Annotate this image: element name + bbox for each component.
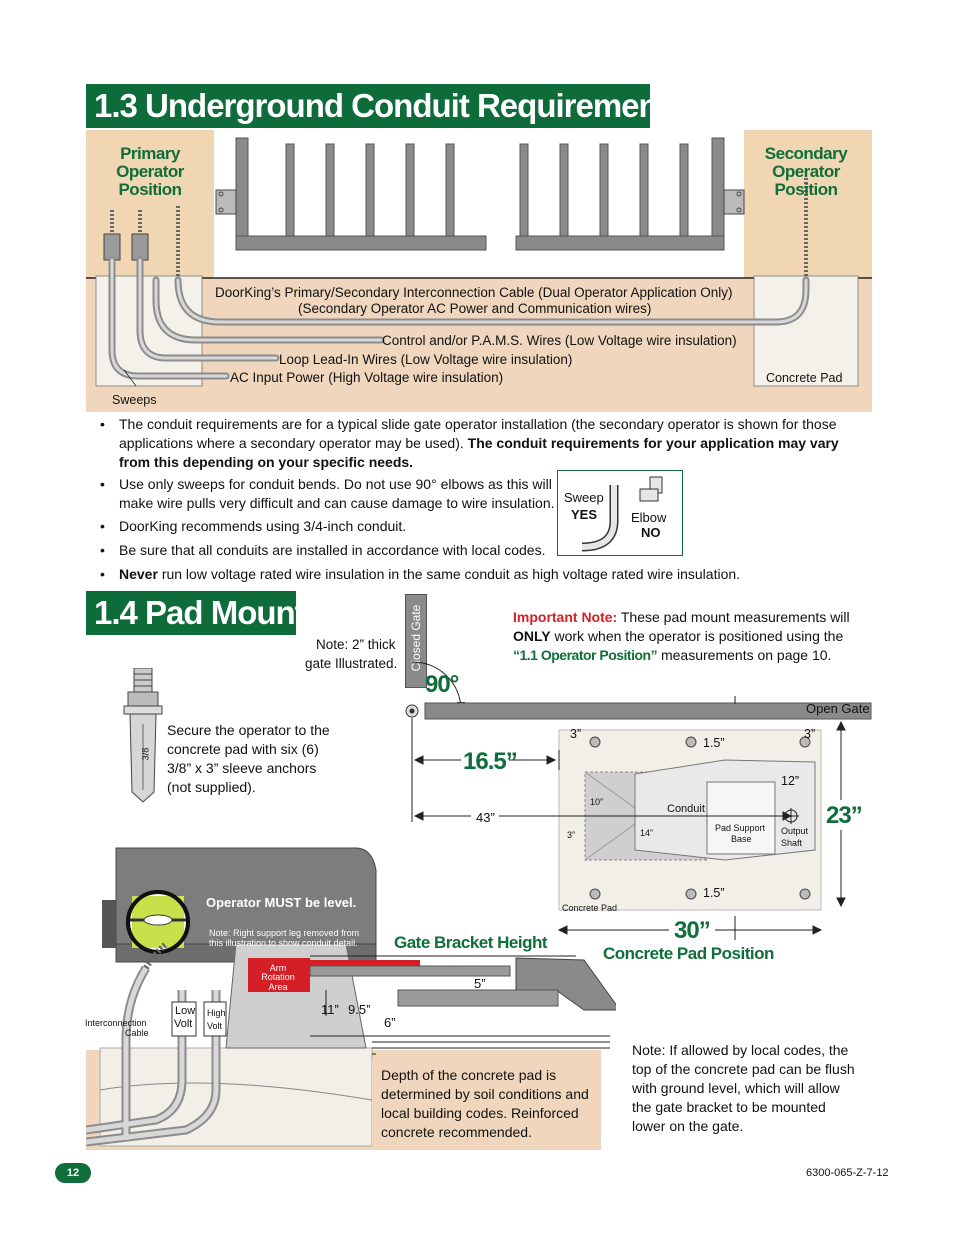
- bullet-1: • The conduit requirements are for a typical slide gate operator installation (the secondary operator is shown for those applications where a secondary operator may be used). The conduit requirements for your application may vary from this depending on your specific needs.: [100, 416, 839, 470]
- low-volt-2: Volt: [174, 1018, 193, 1030]
- section-13-title-bar: [86, 84, 686, 128]
- gate-bracket-height-title: Gate Bracket Height: [394, 933, 547, 952]
- concrete-pad-position-title: Concrete Pad Position: [603, 944, 774, 963]
- flush-note-4: the gate bracket to be mounted: [632, 1099, 826, 1115]
- dim-16-5: 16.5”: [463, 748, 517, 775]
- dim-6: 6”: [384, 1015, 396, 1030]
- dim-23: 23”: [826, 802, 862, 829]
- elbow-label: Elbow: [631, 510, 667, 525]
- gate-thickness-note-2: gate Illustrated.: [305, 656, 398, 671]
- interconnection-cable-label-2: (Secondary Operator AC Power and Communication wires): [298, 301, 652, 316]
- bullet-3-text: DoorKing recommends using 3/4-inch conduit.: [119, 518, 407, 534]
- conduit-label: Conduit: [667, 803, 705, 815]
- section-13-title: 1.3 Underground Conduit Requirements: [94, 87, 686, 124]
- sweep-label: Sweep: [564, 490, 604, 505]
- anchor-text-2: concrete pad with six (6): [167, 741, 319, 757]
- gate-right: [516, 138, 724, 250]
- section-14-title-bar: [86, 591, 305, 635]
- output-label: Output: [781, 826, 809, 836]
- high-volt-2: Volt: [207, 1021, 223, 1031]
- primary-operator-label: Primary Operator Position: [116, 144, 184, 199]
- bullet-5-bold: Never: [119, 566, 158, 582]
- bullet-1-text: The conduit requirements are for a typical slide gate operator installation (the secondary operator is shown for those applications where a secondary operator may be used).: [119, 416, 837, 451]
- arm-rotation-1: Arm: [269, 963, 287, 973]
- flush-note-3: with ground level, which will allow: [632, 1080, 840, 1096]
- important-only: ONLY: [513, 628, 551, 644]
- important-text-1: These pad mount measurements will: [620, 609, 850, 625]
- gate-thickness-note-1: Note: 2” thick: [316, 637, 396, 652]
- flush-note-1: Note: If allowed by local codes, the: [632, 1042, 849, 1058]
- important-label: Important Note:: [513, 609, 618, 625]
- important-text-3: measurements on page 10.: [660, 647, 832, 663]
- concrete-pad-label: Concrete Pad: [766, 371, 843, 385]
- anchor-text-3: 3/8” x 3” sleeve anchors: [167, 760, 317, 776]
- page-number-badge: [55, 1163, 91, 1183]
- dim-30: 30”: [674, 917, 710, 944]
- pad-support-label: Pad Support: [715, 823, 766, 833]
- anchor-text-1: Secure the operator to the: [167, 722, 330, 738]
- base-label: Base: [731, 834, 752, 844]
- dim-3-left: 3”: [570, 727, 582, 741]
- sweep-elbow-box: [557, 470, 683, 556]
- sweeps-label: Sweeps: [112, 393, 157, 407]
- shaft-label: Shaft: [781, 838, 803, 848]
- level-text: Operator MUST be level.: [206, 895, 357, 910]
- depth-note-3: local building codes. Reinforced: [381, 1105, 579, 1121]
- dim-11: 11”: [321, 1002, 339, 1017]
- elbow-no: NO: [641, 525, 661, 540]
- interconnection-label-2: Cable: [125, 1028, 149, 1038]
- dim-43: 43”: [476, 810, 495, 825]
- angle-90: 90°: [425, 671, 459, 698]
- flush-note-2: top of the concrete pad can be flush: [632, 1061, 855, 1077]
- ac-input-label: AC Input Power (High Voltage wire insulation): [230, 370, 504, 385]
- junction-box-2: [132, 234, 148, 260]
- elbow-icon: [640, 477, 662, 501]
- bullet-5-text: run low voltage rated wire insulation in the same conduit as high voltage rated wire insulation.: [161, 566, 741, 582]
- junction-box-1: [104, 234, 120, 260]
- level-note-1: Note: Right support leg removed from: [209, 928, 360, 938]
- level-note-2: this illustration to show conduit detail.: [209, 938, 358, 948]
- dim-12: 12”: [781, 774, 800, 788]
- arm-rotation-2: Rotation: [261, 972, 295, 982]
- low-volt-1: Low: [175, 1005, 196, 1017]
- plan-concrete-pad-label: Concrete Pad: [562, 903, 618, 913]
- sleeve-anchor-icon: [118, 668, 168, 804]
- operator-position-link[interactable]: “1.1 Operator Position”: [513, 647, 658, 663]
- depth-note-4: concrete recommended.: [381, 1124, 532, 1140]
- high-volt-1: High: [207, 1008, 226, 1018]
- bullet-1-bold: The conduit requirements for your application may vary from this depending on your specific needs.: [119, 435, 839, 470]
- page-number: 12: [66, 1167, 80, 1179]
- bullet-2-text: Use only sweeps for conduit bends. Do not use 90° elbows as this will make wire pulls very difficult and can cause damage to wire insulation.: [119, 476, 555, 511]
- bullet-4-text: Be sure that all conduits are installed in accordance with local codes.: [119, 542, 546, 558]
- interconnection-cable-label-1: DoorKing’s Primary/Secondary Interconnection Cable (Dual Operator Application Only): [215, 285, 733, 300]
- arm-rotation-3: Area: [268, 982, 288, 992]
- dim-9-5: 9.5”: [348, 1002, 371, 1017]
- depth-note-1: Depth of the concrete pad is: [381, 1067, 557, 1083]
- dim-5: 5”: [474, 976, 486, 991]
- loop-leadin-label: Loop Lead-In Wires (Low Voltage wire insulation): [279, 352, 573, 367]
- depth-note-box: [372, 1060, 600, 1150]
- anchor-size-label: 3/8: [140, 747, 151, 761]
- interconnection-label-1: Interconnection: [85, 1018, 147, 1028]
- dim-1-5-top: 1.5”: [703, 736, 725, 750]
- depth-note-2: determined by soil conditions and: [381, 1086, 589, 1102]
- open-gate-label: Open Gate: [806, 701, 870, 716]
- dim-3-small: 3”: [567, 830, 576, 840]
- anchor-text-4: (not supplied).: [167, 779, 256, 795]
- bullet-2: • Use only sweeps for conduit bends. Do not use 90° elbows as this will make wire pulls very difficult and can cause damage to wire insulation.: [100, 475, 560, 515]
- closed-gate-label: Closed Gate: [409, 604, 423, 672]
- control-wires-label: Control and/or P.A.M.S. Wires (Low Voltage wire insulation): [382, 333, 737, 348]
- sweep-yes: YES: [571, 507, 598, 522]
- dim-14: 14”: [640, 828, 654, 838]
- document-code: 6300-065-Z-7-12: [806, 1167, 889, 1179]
- gate-left: [236, 138, 486, 250]
- dim-1-5-bottom: 1.5”: [703, 886, 725, 900]
- flush-note-5: lower on the gate.: [632, 1118, 744, 1134]
- secondary-operator-label: Secondary Operator Position: [764, 144, 848, 199]
- important-text-2: work when the operator is positioned using the: [554, 628, 844, 644]
- dim-10: 10”: [590, 797, 604, 807]
- dim-3-right: 3”: [804, 727, 816, 741]
- section-14-title: 1.4 Pad Mount: [94, 594, 305, 631]
